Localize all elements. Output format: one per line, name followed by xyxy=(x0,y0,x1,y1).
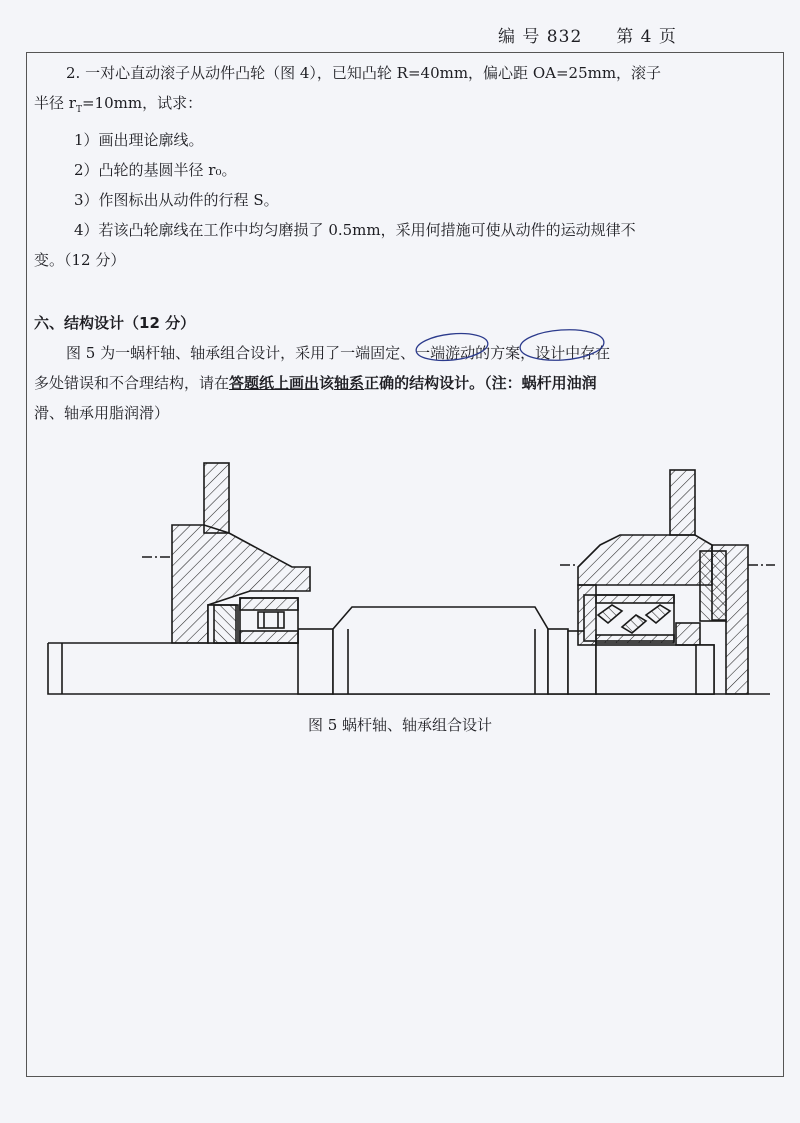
q2-intro-line2 xyxy=(34,88,776,125)
q2-intro-line1: 2. 一对心直动滚子从动件凸轮（图 4），已知凸轮 R=40mm，偏心距 OA=25mm，滚子 xyxy=(66,64,662,82)
q2-item-4: 4）若该凸轮廓线在工作中均匀磨损了 0.5mm，采用何措施可使从动件的运动规律不 xyxy=(74,221,636,239)
section-6-para-line3: 滑、轴承用脂润滑） xyxy=(34,404,170,422)
pen-circles xyxy=(0,325,800,365)
section-6-para-line2 xyxy=(34,368,776,398)
question-2 xyxy=(34,58,776,275)
page-number: 第 4 页 xyxy=(616,27,677,47)
q2-item-3: 3）作图标出从动件的行程 S。 xyxy=(74,191,279,209)
figure-5-caption: 图 5 蜗杆轴、轴承组合设计 xyxy=(307,716,493,734)
para-bold: 该 xyxy=(319,374,335,392)
q2-item-4-cont: 变。（12 分） xyxy=(34,251,126,269)
page-header xyxy=(498,22,711,47)
para-text: 多处错误和不合理结构，请在 xyxy=(34,374,230,392)
emphasis-underlined-2: 轴系 xyxy=(334,374,365,392)
q2-intro-text: 半径 r xyxy=(34,94,76,112)
note-text: 。（注：蜗杆用油润 xyxy=(469,374,597,392)
exam-code: 编 号 832 xyxy=(498,27,583,47)
section-6-title: 六、结构设计（12 分） xyxy=(34,314,196,332)
q2-item-1: 1）画出理论廓线。 xyxy=(74,131,204,149)
emphasis-bold: 正确的结构设计 xyxy=(364,374,470,392)
section-6-para-line1: 图 5 为一蜗杆轴、轴承组合设计，采用了一端固定、一端游动的方案，设计中存在 xyxy=(66,344,611,362)
q2-subscript: T xyxy=(75,105,82,115)
worm-shaft-drawing xyxy=(0,455,800,705)
q2-item-2: 2）凸轮的基圆半径 r₀。 xyxy=(74,161,237,179)
q2-intro-text-end: =10mm，试求： xyxy=(81,94,203,112)
emphasis-underlined: 答题纸上画出 xyxy=(229,374,320,392)
